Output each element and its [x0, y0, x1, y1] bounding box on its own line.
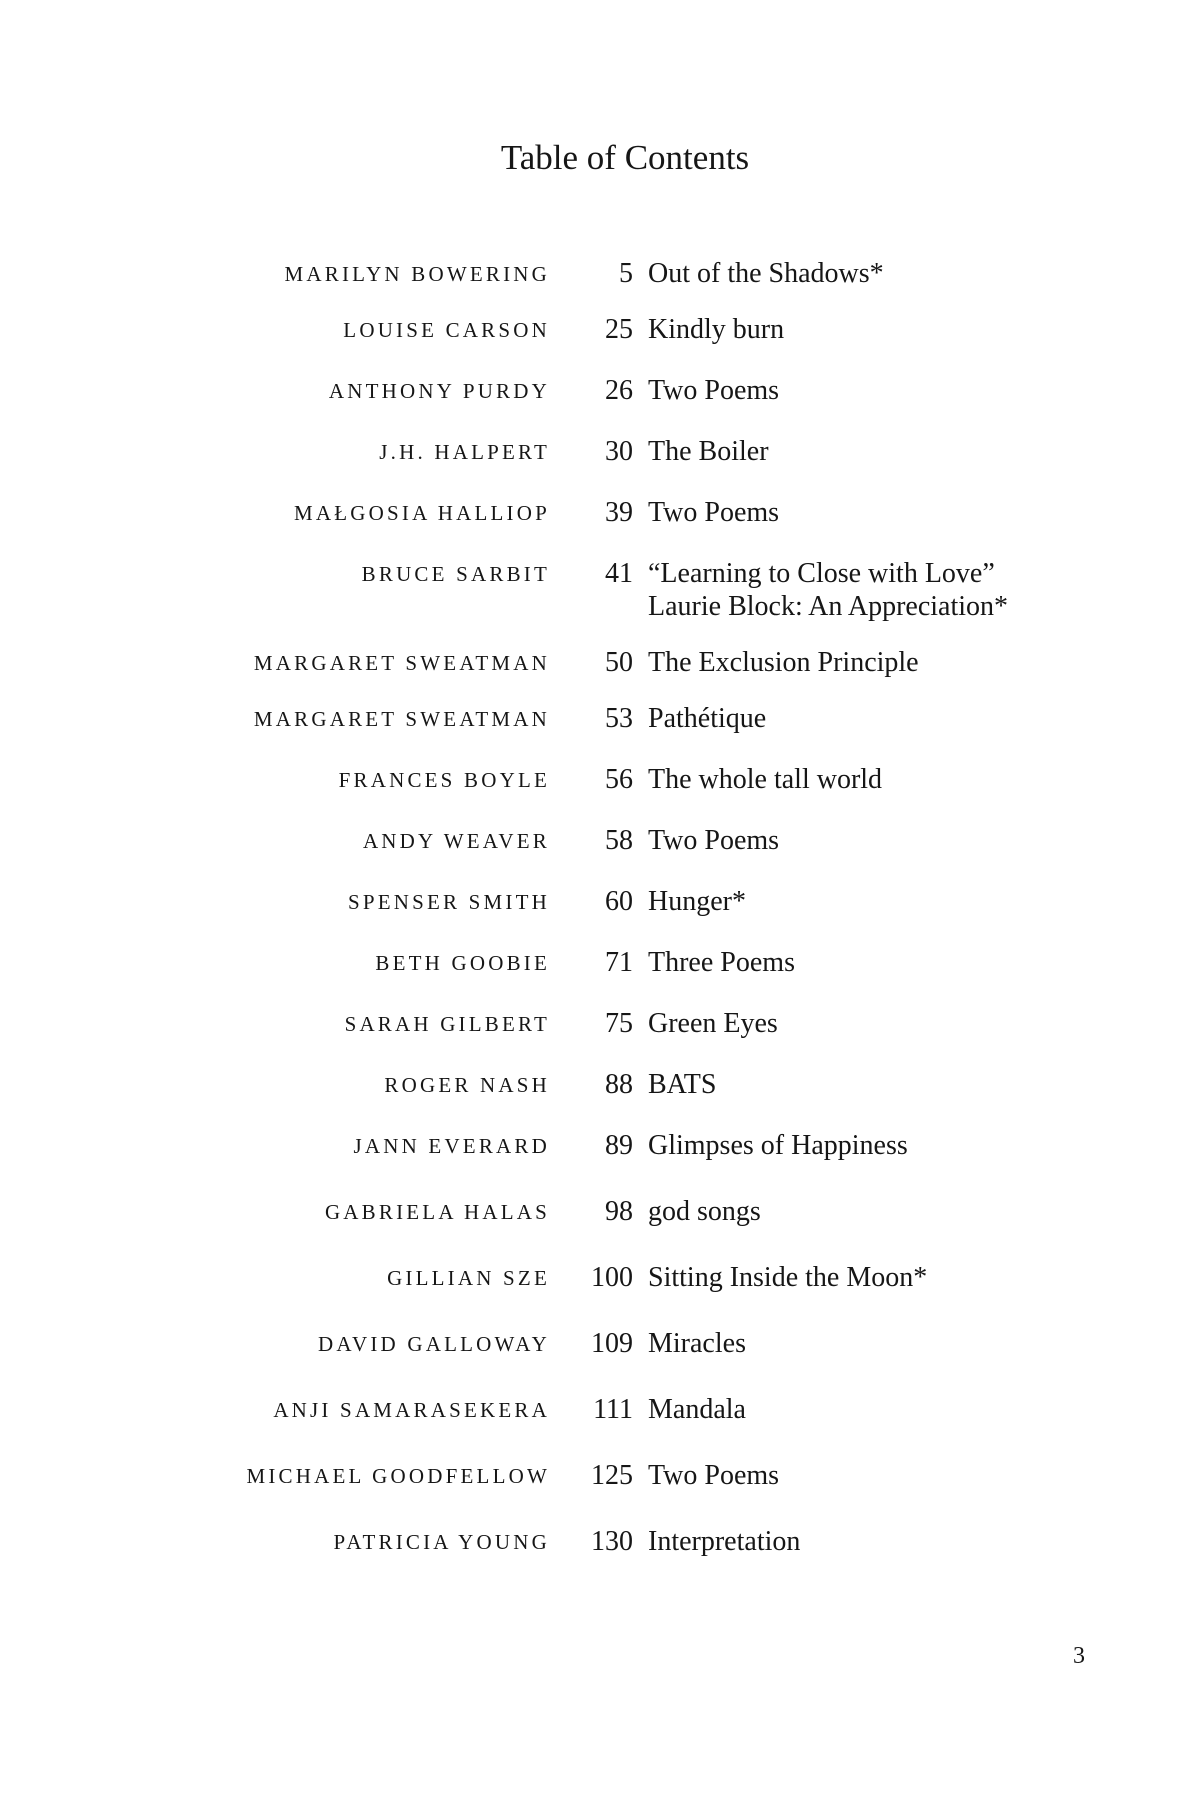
toc-title-text: Glimpses of Happiness — [648, 1130, 908, 1161]
toc-title — [648, 1068, 1108, 1101]
toc-author: DAVID GALLOWAY — [317, 1332, 550, 1356]
toc-title-text: Miracles — [648, 1328, 746, 1359]
toc-author: ANTHONY PURDY — [328, 379, 550, 403]
toc-page-number: 30 — [605, 436, 633, 467]
toc-page-number: 98 — [605, 1196, 633, 1227]
toc-title-text: god songs — [648, 1196, 761, 1227]
toc-page-number: 88 — [605, 1069, 633, 1100]
toc-title — [648, 702, 1108, 735]
toc-title — [648, 1327, 1108, 1360]
toc-title-text: Sitting Inside the Moon* — [648, 1262, 928, 1293]
page-title: Table of Contents — [500, 138, 750, 177]
toc-page-number: 58 — [605, 825, 633, 856]
toc-title — [648, 257, 1108, 290]
toc-author: LOUISE CARSON — [343, 318, 550, 342]
toc-author: SPENSER SMITH — [347, 890, 550, 914]
toc-title — [648, 1007, 1108, 1040]
toc-title-text: The Exclusion Principle — [648, 647, 919, 678]
page-number-folio: 3 — [1073, 1643, 1085, 1669]
toc-author: BETH GOOBIE — [375, 951, 550, 975]
toc-page-number: 50 — [605, 647, 633, 678]
toc-author: ROGER NASH — [384, 1073, 550, 1097]
toc-page-number: 53 — [605, 703, 633, 734]
toc-title-text: The Boiler — [648, 436, 769, 467]
toc-author: BRUCE SARBIT — [361, 562, 550, 586]
toc-title — [648, 1393, 1108, 1426]
toc-title-text: Two Poems — [648, 825, 780, 856]
toc-title-text: Kindly burn — [648, 314, 785, 345]
toc-page-number: 100 — [591, 1262, 633, 1293]
toc-title — [648, 824, 1108, 857]
toc-author: SARAH GILBERT — [344, 1012, 550, 1036]
toc-title — [648, 1129, 1108, 1162]
toc-page-number: 25 — [605, 314, 633, 345]
toc-title — [648, 1261, 1108, 1294]
toc-page-number: 26 — [605, 375, 633, 406]
toc-title-text: “Learning to Close with Love” — [648, 558, 995, 589]
toc-title — [648, 313, 1108, 346]
toc-author: FRANCES BOYLE — [338, 768, 550, 792]
toc-author: J.H. HALPERT — [379, 440, 550, 464]
toc-page-number: 109 — [591, 1328, 633, 1359]
toc-title-text: Three Poems — [648, 947, 795, 978]
toc-title — [648, 946, 1108, 979]
toc-title — [648, 1525, 1108, 1558]
toc-title — [648, 557, 1108, 623]
toc-author: MARGARET SWEATMAN — [253, 651, 550, 675]
toc-author: MAŁGOSIA HALLIOP — [294, 501, 550, 525]
toc-author: ANJI SAMARASEKERA — [273, 1398, 550, 1422]
toc-page-number: 71 — [605, 947, 633, 978]
toc-title — [648, 1459, 1108, 1492]
toc-title — [648, 435, 1108, 468]
toc-title — [648, 1195, 1108, 1228]
toc-page-number: 39 — [605, 497, 633, 528]
toc-title — [648, 885, 1108, 918]
toc-page-number: 56 — [605, 764, 633, 795]
toc-page-number: 111 — [593, 1394, 633, 1425]
toc-author: ANDY WEAVER — [362, 829, 550, 853]
toc-author: GABRIELA HALAS — [324, 1200, 550, 1224]
toc-author: MICHAEL GOODFELLOW — [246, 1464, 550, 1488]
toc-title-text: BATS — [648, 1069, 717, 1100]
toc-page-number: 5 — [619, 258, 633, 289]
toc-page-number: 41 — [605, 558, 633, 589]
toc-author: MARGARET SWEATMAN — [253, 707, 550, 731]
toc-title-text: Two Poems — [648, 497, 780, 528]
toc-title-text: The whole tall world — [648, 764, 883, 795]
toc-title-text: Two Poems — [648, 1460, 780, 1491]
toc-title — [648, 496, 1108, 529]
toc-author: JANN EVERARD — [353, 1134, 550, 1158]
toc-page-number: 125 — [591, 1460, 633, 1491]
toc-title — [648, 763, 1108, 796]
toc-author: MARILYN BOWERING — [284, 262, 550, 286]
toc-title-text: Out of the Shadows* — [648, 258, 884, 289]
toc-page-number: 89 — [605, 1130, 633, 1161]
toc-title-text-line-2: Laurie Block: An Appreciation* — [648, 591, 1009, 622]
toc-title — [648, 374, 1108, 407]
toc-title-text: Hunger* — [648, 886, 746, 917]
toc-author: PATRICIA YOUNG — [333, 1530, 550, 1554]
toc-title — [648, 646, 1108, 679]
toc-page-number: 75 — [605, 1008, 633, 1039]
toc-title-text: Two Poems — [648, 375, 780, 406]
toc-title-text: Green Eyes — [648, 1008, 778, 1039]
toc-title-text: Mandala — [648, 1394, 746, 1425]
toc-page-number: 130 — [591, 1526, 633, 1557]
toc-title-text: Interpretation — [648, 1526, 801, 1557]
toc-page-number: 60 — [605, 886, 633, 917]
toc-title-text: Pathétique — [648, 703, 767, 734]
toc-author: GILLIAN SZE — [387, 1266, 550, 1290]
